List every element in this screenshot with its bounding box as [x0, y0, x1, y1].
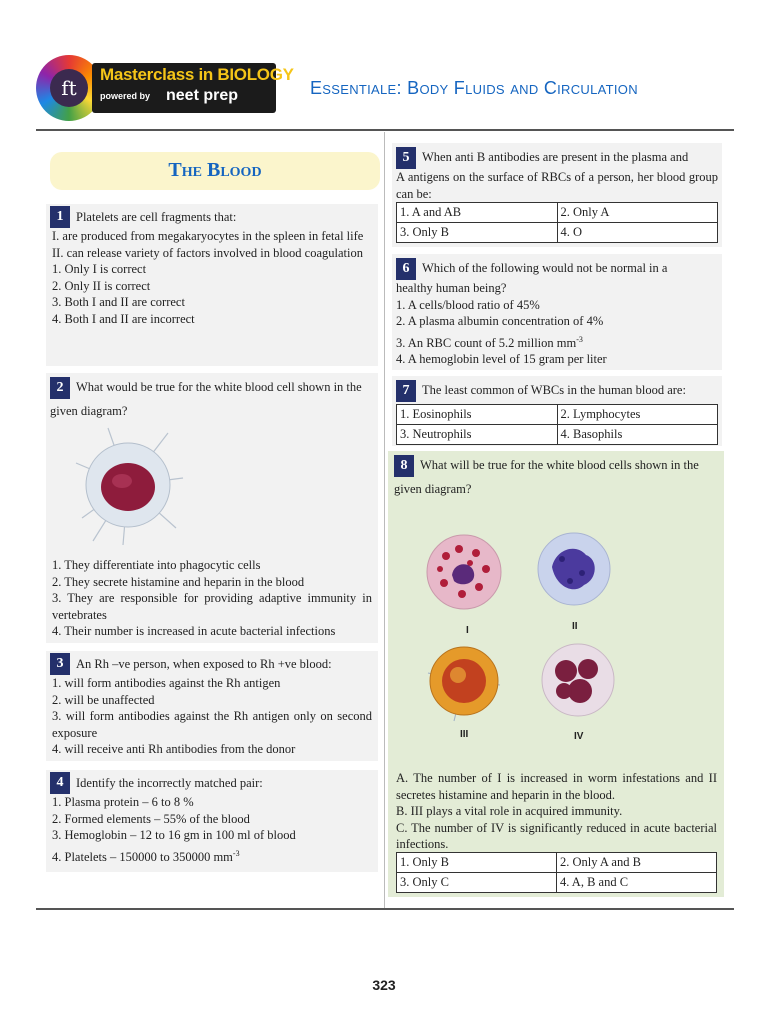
options-table: [396, 404, 718, 445]
cell-III-neutrophil: [424, 639, 504, 723]
option-cell: 1. Only B: [397, 853, 557, 873]
question-4: [46, 770, 378, 872]
option: 4. Platelets – 150000 to 350000 $mm^{-3}$: [52, 848, 240, 864]
option: 3. They are responsible for providing adaptive immunity in vertebrates: [52, 591, 372, 622]
question-options: [46, 794, 378, 865]
option: 1. Plasma protein – 6 to 8 %: [52, 795, 194, 809]
option: 2. They secrete histamine and heparin in the blood: [52, 574, 305, 589]
white-blood-cell-diagram: [68, 423, 188, 548]
option: 4. Both I and II are incorrect: [52, 311, 195, 326]
logo-powered-by: powered by: [100, 91, 151, 101]
chapter-title: Essentiale: Body Fluids and Circulation: [310, 78, 638, 98]
option: 4. Their number is increased in acute bacterial infections: [52, 624, 336, 638]
superscript: -3: [576, 334, 583, 344]
option: 3. Both I and II are correct: [52, 295, 185, 309]
question-stem: What would be true for the white blood cell shown in the given diagram?: [50, 380, 362, 418]
question-body: [392, 280, 722, 368]
question-number-badge: 8: [394, 455, 414, 477]
option: 1. A cells/blood ratio of 45%: [396, 297, 540, 312]
logo-brand: neet prep: [166, 87, 239, 104]
option: 1. They differentiate into phagocytic cells: [52, 558, 261, 572]
question-stem-rest: healthy human being?: [396, 281, 507, 295]
option-cell: 1. Eosinophils: [397, 405, 558, 425]
statement: A. The number of I is increased in worm infestations and II secretes histamine and heparin in the blood.: [396, 771, 717, 802]
question-options: [52, 557, 372, 640]
question-stem: An Rh –ve person, when exposed to Rh +ve blood:: [76, 657, 332, 671]
option: 4. A hemoglobin level of 15 gram per liter: [396, 352, 607, 367]
options-table: [396, 852, 717, 893]
question-7: [392, 376, 722, 446]
option: 2. will be unaffected: [52, 692, 155, 707]
option: 2. A plasma albumin concentration of 4%: [396, 314, 604, 328]
option-cell: 3. Neutrophils: [397, 425, 558, 445]
question-2: [46, 373, 378, 643]
cell-I-eosinophil: [424, 531, 504, 613]
section-title: The Blood: [168, 159, 262, 181]
question-number-badge: 1: [50, 206, 70, 228]
superscript: -3: [232, 848, 240, 858]
question-stem: Platelets are cell fragments that:: [76, 210, 237, 224]
statement: C. The number of IV is significantly reduced in acute bacterial infections.: [396, 820, 717, 851]
statement: II. can release variety of factors involved in blood coagulation: [52, 245, 363, 260]
question-number-badge: 3: [50, 653, 70, 675]
option: 3. An RBC count of 5.2 million $mm^{-3}$: [396, 334, 583, 350]
question-body: [46, 228, 378, 327]
statement: I. are produced from megakaryocytes in the spleen in fetal life: [52, 229, 364, 243]
logo-emblem: ft: [36, 55, 102, 121]
question-number-badge: 5: [396, 147, 416, 169]
statement: B. III plays a vital role in acquired immunity.: [396, 804, 623, 818]
question-stem: What will be true for the white blood cells shown in the given diagram?: [394, 458, 699, 496]
cell-II-basophil: [534, 529, 614, 609]
masterclass-logo: [36, 55, 294, 121]
logo-title: Masterclass in BIOLOGY: [100, 65, 294, 84]
question-5: [392, 143, 722, 247]
cell-IV-monocyte: [538, 639, 618, 721]
header-rule: [36, 129, 734, 131]
option: 2. Formed elements – 55% of the blood: [52, 811, 250, 826]
question-1: [46, 204, 378, 366]
question-8: [388, 451, 724, 897]
question-3: [46, 651, 378, 761]
option-cell: 4. O: [557, 223, 718, 243]
option-cell: 1. A and AB: [397, 203, 558, 223]
option-cell: 4. Basophils: [557, 425, 718, 445]
options-table: [396, 202, 718, 243]
option-cell: 3. Only B: [397, 223, 558, 243]
question-stem: Which of the following would not be normal in a: [422, 261, 668, 275]
option-cell: 4. A, B and C: [557, 873, 717, 893]
question-number-badge: 6: [396, 258, 416, 280]
question-6: [392, 254, 722, 370]
question-stem-rest: A antigens on the surface of RBCs of a person, her blood group can be:: [396, 170, 718, 201]
column-divider: [384, 132, 385, 908]
cell-label: I: [466, 625, 469, 636]
cell-label: II: [572, 621, 578, 632]
question-number-badge: 2: [50, 377, 70, 399]
question-stem: The least common of WBCs in the human blood are:: [422, 383, 686, 397]
cell-label: IV: [574, 731, 584, 742]
cell-label: III: [460, 729, 469, 740]
question-options: [46, 675, 378, 758]
option: 4. will receive anti Rh antibodies from the donor: [52, 742, 296, 756]
question-stem: When anti B antibodies are present in the plasma and: [422, 150, 689, 164]
question-statements: [396, 770, 717, 853]
option: 1. will form antibodies against the Rh antigen: [52, 676, 281, 690]
question-number-badge: 7: [396, 380, 416, 402]
option: 3. Hemoglobin – 12 to 16 gm in 100 ml of blood: [52, 828, 296, 842]
option-cell: 2. Lymphocytes: [557, 405, 718, 425]
option-cell: 2. Only A and B: [557, 853, 717, 873]
option-cell: 3. Only C: [397, 873, 557, 893]
question-number-badge: 4: [50, 772, 70, 794]
option: 3. will form antibodies against the Rh antigen only on second exposure: [52, 709, 372, 740]
option-cell: 2. Only A: [557, 203, 718, 223]
option: 2. Only II is correct: [52, 278, 151, 293]
page-number: 323: [372, 977, 396, 993]
option: 1. Only I is correct: [52, 262, 147, 276]
footer-rule: [36, 908, 734, 910]
question-stem: Identify the incorrectly matched pair:: [76, 776, 263, 790]
